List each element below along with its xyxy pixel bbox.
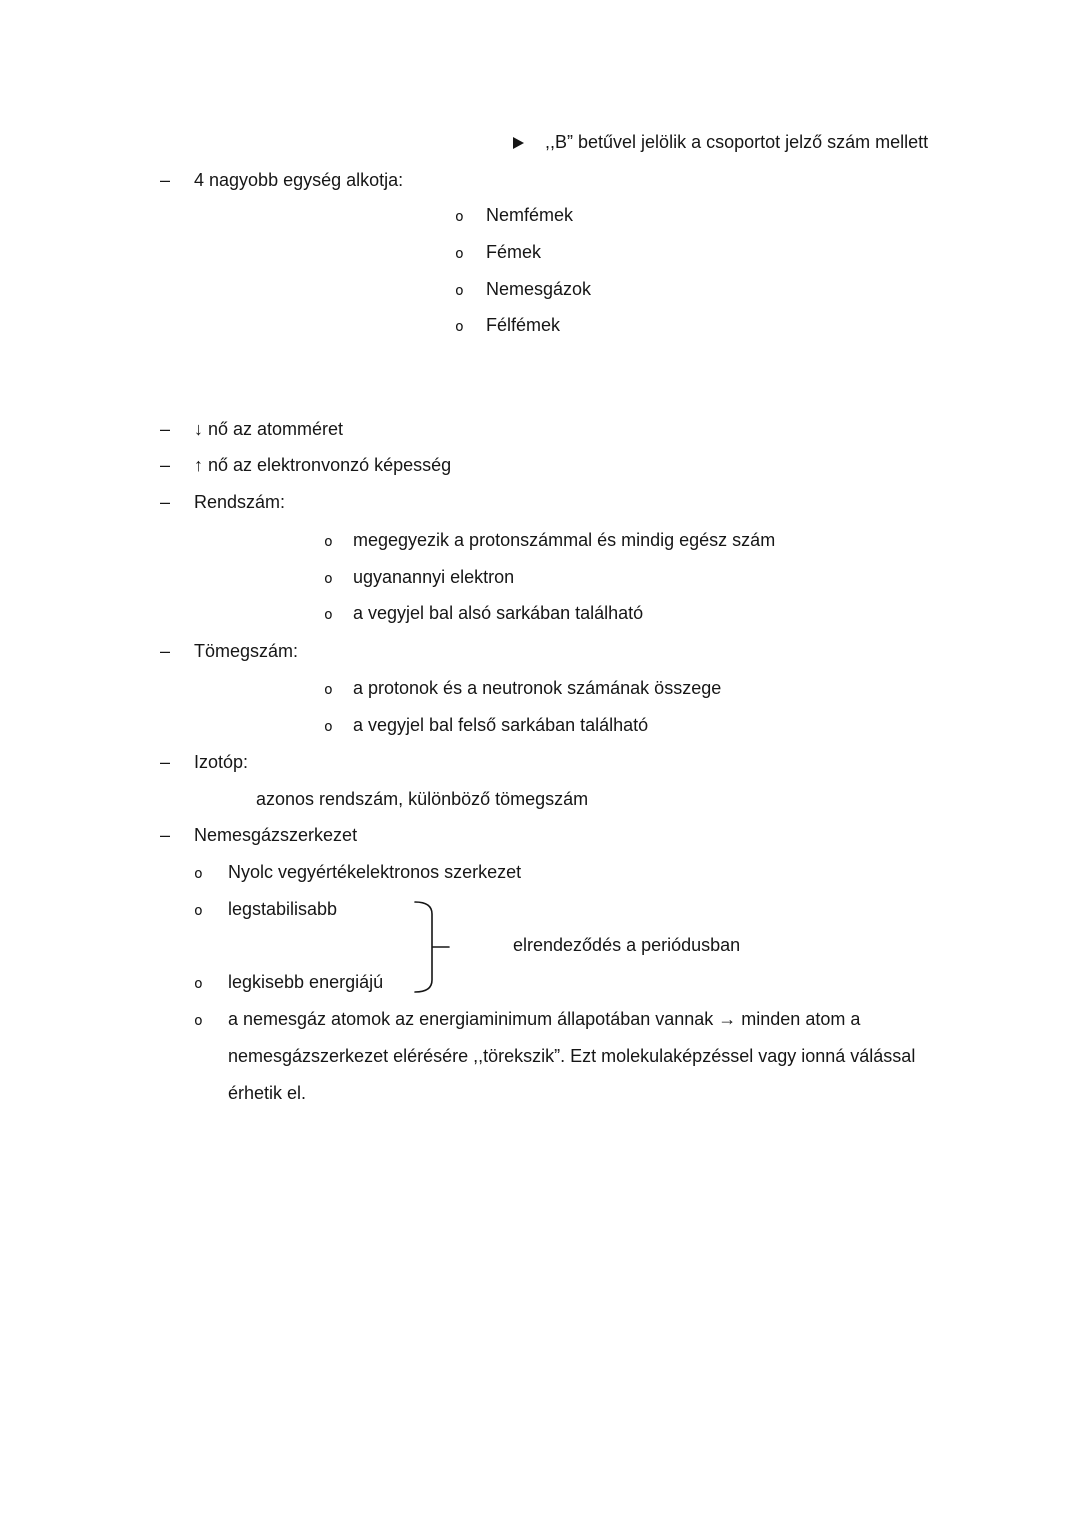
list-item	[160, 823, 357, 847]
units-header-text: 4 nagyobb egység alkotja:	[194, 170, 404, 190]
list-item	[194, 970, 383, 996]
list-item	[324, 601, 643, 627]
circle-bullet-icon: o	[455, 246, 464, 262]
dash-bullet-icon: –	[160, 455, 171, 475]
rendszam-item-text: a vegyjel bal alsó sarkában található	[353, 603, 644, 623]
dash-bullet-icon: –	[160, 825, 171, 845]
nemesgaz-item-text: legkisebb energiájú	[228, 972, 384, 992]
nemesgaz-item-text: legstabilisabb	[228, 899, 338, 919]
paragraph-continuation	[228, 1081, 306, 1105]
list-item	[324, 713, 648, 739]
list-item	[324, 528, 775, 554]
rendszam-item-text: megegyezik a protonszámmal és mindig egész szám	[353, 530, 776, 550]
list-item	[160, 490, 285, 514]
dash-bullet-icon: –	[160, 641, 171, 661]
list-item	[194, 897, 337, 923]
atom-size-text: ↓ nő az atomméret	[194, 419, 344, 439]
nemesgaz-item-text: a nemesgáz atomok az energiaminimum állapotában vannak → minden atom a	[228, 1009, 861, 1029]
circle-bullet-icon: o	[194, 976, 203, 992]
note-b-text: ,,B” betűvel jelölik a csoportot jelző szám mellett	[545, 132, 929, 152]
nemesgaz-item-text: Nyolc vegyértékelektronos szerkezet	[228, 862, 522, 882]
unit-item-text: Nemfémek	[486, 205, 574, 225]
list-item	[160, 639, 298, 663]
rendszam-item-text: ugyanannyi elektron	[353, 567, 515, 587]
list-item	[160, 168, 403, 192]
grouping-brace-icon	[405, 896, 455, 1000]
paragraph-continuation	[228, 1044, 915, 1068]
circle-bullet-icon: o	[194, 1013, 203, 1029]
brace-label	[513, 933, 740, 957]
list-item	[160, 750, 248, 774]
nemesgaz-item-text: nemesgázszerkezet elérésére ,,törekszik”. Ezt molekulaképzéssel vagy ionná válással	[228, 1046, 916, 1066]
dash-bullet-icon: –	[160, 419, 171, 439]
list-item	[455, 240, 541, 266]
circle-bullet-icon: o	[324, 534, 333, 550]
circle-bullet-icon: o	[324, 719, 333, 735]
tomegszam-item-text: a protonok és a neutronok számának összege	[353, 678, 722, 698]
dash-bullet-icon: –	[160, 170, 171, 190]
nemesgaz-header-text: Nemesgázszerkezet	[194, 825, 358, 845]
tomegszam-item-text: a vegyjel bal felső sarkában található	[353, 715, 649, 735]
unit-item-text: Nemesgázok	[486, 279, 592, 299]
dash-bullet-icon: –	[160, 492, 171, 512]
arrow-bullet-icon	[513, 137, 524, 149]
circle-bullet-icon: o	[194, 866, 203, 882]
unit-item-text: Fémek	[486, 242, 542, 262]
izotop-definition	[256, 787, 588, 811]
nemesgaz-item-text: érhetik el.	[228, 1083, 307, 1103]
circle-bullet-icon: o	[455, 209, 464, 225]
circle-bullet-icon: o	[324, 607, 333, 623]
list-item	[324, 676, 721, 702]
circle-bullet-icon: o	[194, 903, 203, 919]
izotop-header-text: Izotóp:	[194, 752, 249, 772]
list-item	[194, 1007, 860, 1033]
brace-label-text: elrendeződés a periódusban	[513, 935, 741, 955]
tomegszam-header-text: Tömegszám:	[194, 641, 299, 661]
dash-bullet-icon: –	[160, 752, 171, 772]
list-item	[513, 130, 928, 154]
list-item	[194, 860, 521, 886]
izotop-def-text: azonos rendszám, különböző tömegszám	[256, 789, 589, 809]
circle-bullet-icon: o	[324, 571, 333, 587]
rendszam-header-text: Rendszám:	[194, 492, 286, 512]
circle-bullet-icon: o	[455, 283, 464, 299]
electron-attraction-text: ↑ nő az elektronvonzó képesség	[194, 455, 452, 475]
list-item	[455, 277, 591, 303]
unit-item-text: Félfémek	[486, 315, 561, 335]
list-item	[160, 453, 451, 477]
list-item	[160, 417, 343, 441]
list-item	[455, 203, 573, 229]
list-item	[324, 565, 514, 591]
list-item	[455, 313, 560, 339]
circle-bullet-icon: o	[324, 682, 333, 698]
circle-bullet-icon: o	[455, 319, 464, 335]
